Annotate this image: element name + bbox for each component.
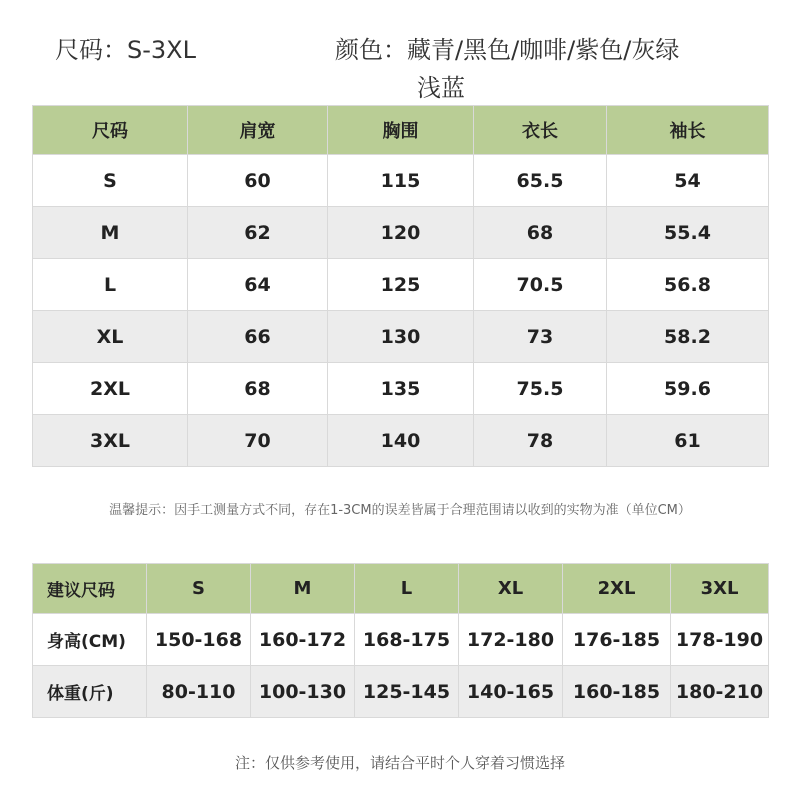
size-table-header-cell: 袖长 — [607, 106, 769, 155]
size-table-header-cell: 胸围 — [328, 106, 474, 155]
size-table-cell: 64 — [188, 259, 328, 311]
recommend-table-cell: 168-175 — [355, 614, 459, 666]
size-table-cell: S — [33, 155, 188, 207]
recommend-table-cell: 140-165 — [459, 666, 563, 718]
recommend-table-cell: 172-180 — [459, 614, 563, 666]
size-table-header-cell: 尺码 — [33, 106, 188, 155]
size-table-cell: 120 — [328, 207, 474, 259]
size-table-cell: 78 — [474, 415, 607, 467]
size-table-cell: 130 — [328, 311, 474, 363]
table-row — [33, 311, 769, 363]
recommend-table-cell: 180-210 — [671, 666, 769, 718]
size-table-cell: 125 — [328, 259, 474, 311]
recommend-table-cell: 100-130 — [251, 666, 355, 718]
size-table-cell: 58.2 — [607, 311, 769, 363]
size-table-cell: 68 — [474, 207, 607, 259]
recommend-table-header-cell: 3XL — [671, 564, 769, 614]
measurement-note: 温馨提示：因手工测量方式不同，存在1-3CM的误差皆属于合理范围请以收到的实物为准（单位CM） — [109, 503, 691, 518]
table-row — [33, 155, 769, 207]
recommend-table-cell: 176-185 — [563, 614, 671, 666]
color-options — [335, 30, 785, 102]
recommend-table-header-cell: L — [355, 564, 459, 614]
size-table-cell: 61 — [607, 415, 769, 467]
recommend-row-label: 身高(CM) — [33, 614, 147, 666]
size-table-cell: 62 — [188, 207, 328, 259]
size-table-cell: 68 — [188, 363, 328, 415]
table-row — [33, 415, 769, 467]
size-table-cell: 65.5 — [474, 155, 607, 207]
reference-note: 注：仅供参考使用，请结合平时个人穿着习惯选择 — [234, 754, 565, 772]
table-row — [33, 666, 769, 718]
recommend-row-label: 体重(斤) — [33, 666, 147, 718]
color-options-line1: 颜色：藏青/黑色/咖啡/紫色/灰绿 — [335, 36, 680, 64]
size-table-cell: 75.5 — [474, 363, 607, 415]
size-table-cell: 70 — [188, 415, 328, 467]
size-table-cell: 3XL — [33, 415, 188, 467]
size-table-cell: 140 — [328, 415, 474, 467]
size-table-header-cell: 衣长 — [474, 106, 607, 155]
size-table-cell: 60 — [188, 155, 328, 207]
recommend-table-header-row — [33, 564, 769, 614]
recommend-table-header-cell: 建议尺码 — [33, 564, 147, 614]
size-table-cell: M — [33, 207, 188, 259]
table-row — [33, 207, 769, 259]
table-row — [33, 259, 769, 311]
size-table-cell: 2XL — [33, 363, 188, 415]
color-options-line2: 浅蓝 — [417, 74, 465, 102]
size-table-cell: 54 — [607, 155, 769, 207]
size-table-cell: L — [33, 259, 188, 311]
recommend-table-header-cell: M — [251, 564, 355, 614]
recommend-table-cell: 80-110 — [147, 666, 251, 718]
size-range-label: 尺码：S-3XL — [55, 36, 196, 64]
size-table-cell: 73 — [474, 311, 607, 363]
table-row — [33, 614, 769, 666]
size-chart-table — [32, 105, 769, 467]
recommend-table-header-cell: 2XL — [563, 564, 671, 614]
recommend-table-header-cell: S — [147, 564, 251, 614]
recommend-table-cell: 150-168 — [147, 614, 251, 666]
size-table-cell: 135 — [328, 363, 474, 415]
size-table-cell: 59.6 — [607, 363, 769, 415]
recommend-table-cell: 178-190 — [671, 614, 769, 666]
size-table-cell: 66 — [188, 311, 328, 363]
recommend-table-header-cell: XL — [459, 564, 563, 614]
size-table-header-row — [33, 106, 769, 155]
size-table-cell: 55.4 — [607, 207, 769, 259]
size-table-cell: 70.5 — [474, 259, 607, 311]
size-table-header-cell: 肩宽 — [188, 106, 328, 155]
size-table-cell: 56.8 — [607, 259, 769, 311]
recommend-table-cell: 160-185 — [563, 666, 671, 718]
size-table-cell: 115 — [328, 155, 474, 207]
recommend-table-cell: 125-145 — [355, 666, 459, 718]
size-table-cell: XL — [33, 311, 188, 363]
recommended-size-table — [32, 563, 769, 718]
recommend-table-cell: 160-172 — [251, 614, 355, 666]
table-row — [33, 363, 769, 415]
